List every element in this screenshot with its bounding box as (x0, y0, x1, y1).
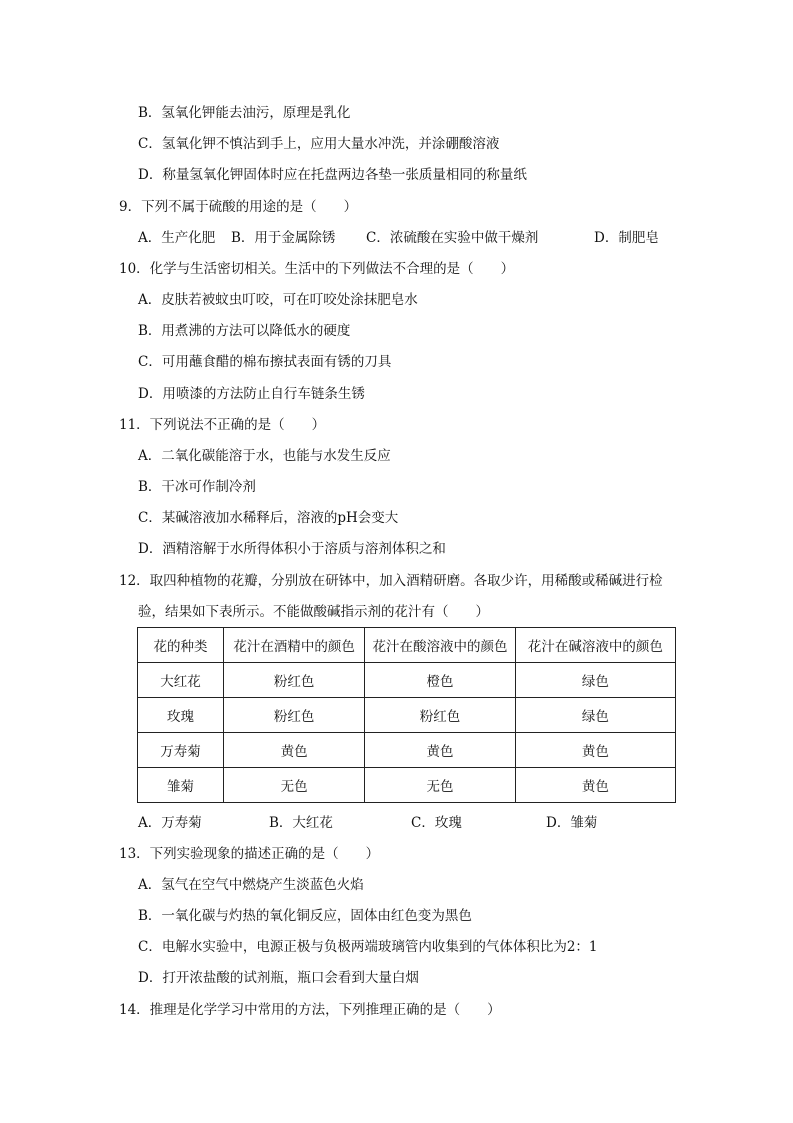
table-header-cell: 花汁在酒精中的颜色 (223, 628, 364, 663)
table-row (138, 733, 676, 768)
table-cell: 黄色 (515, 733, 675, 768)
table-cell: 玫瑰 (138, 698, 224, 733)
q13-option-c: C．电解水实验中，电源正极与负极两端玻璃管内收集到的气体体积比为2：1 (138, 939, 598, 955)
q11-option-d: D．酒精溶解于水所得体积小于溶质与溶剂体积之和 (138, 541, 446, 557)
q13-option-d: D．打开浓盐酸的试剂瓶，瓶口会看到大量白烟 (138, 970, 419, 986)
q10-stem: 10．化学与生活密切相关。生活中的下列做法不合理的是（ ） (119, 261, 515, 277)
table-cell: 绿色 (515, 698, 675, 733)
flower-indicator-table (137, 627, 676, 803)
q13-option-b: B．一氧化碳与灼热的氧化铜反应，固体由红色变为黑色 (138, 908, 472, 924)
table-header-cell: 花的种类 (138, 628, 224, 663)
table-cell: 大红花 (138, 663, 224, 698)
q12-option-d: D．雏菊 (546, 815, 598, 831)
table-header-row (138, 628, 676, 663)
q13-stem: 13．下列实验现象的描述正确的是（ ） (119, 846, 380, 862)
q9-option-a: A．生产化肥 (138, 230, 216, 246)
table-cell: 粉红色 (223, 698, 364, 733)
table-cell: 橙色 (365, 663, 516, 698)
q11-option-b: B．干冰可作制冷剂 (138, 479, 256, 495)
q12-option-b: B．大红花 (269, 815, 333, 831)
q11-option-c: C．某碱溶液加水稀释后，溶液的pH会变大 (138, 510, 399, 526)
table-row (138, 663, 676, 698)
q9-options (138, 229, 698, 247)
q8-option-c: C．氢氧化钾不慎沾到手上，应用大量水冲洗，并涂硼酸溶液 (138, 136, 500, 152)
q10-option-b: B．用煮沸的方法可以降低水的硬度 (138, 323, 351, 339)
q8-option-d: D．称量氢氧化钾固体时应在托盘两边各垫一张质量相同的称量纸 (138, 167, 527, 183)
q9-stem: 9．下列不属于硫酸的用途的是（ ） (119, 199, 358, 215)
table-cell: 黄色 (515, 768, 675, 803)
q12-option-a: A．万寿菊 (138, 815, 202, 831)
table-row (138, 768, 676, 803)
table-cell: 绿色 (515, 663, 675, 698)
q12-stem-line1: 12．取四种植物的花瓣，分别放在研钵中，加入酒精研磨。各取少许，用稀酸或稀碱进行检 (119, 573, 663, 589)
q9-option-d: D．制肥皂 (594, 230, 659, 246)
q10-option-a: A．皮肤若被蚊虫叮咬，可在叮咬处涂抹肥皂水 (138, 292, 418, 308)
table-cell: 雏菊 (138, 768, 224, 803)
q12-options (138, 814, 698, 832)
q12-stem-line2: 验，结果如下表所示。不能做酸碱指示剂的花汁有（ ） (138, 604, 489, 620)
table-cell: 万寿菊 (138, 733, 224, 768)
q10-option-c: C．可用蘸食醋的棉布擦拭表面有锈的刀具 (138, 354, 392, 370)
q13-option-a: A．氢气在空气中燃烧产生淡蓝色火焰 (138, 877, 364, 893)
q11-option-a: A．二氧化碳能溶于水，也能与水发生反应 (138, 448, 391, 464)
q8-option-b: B．氢氧化钾能去油污，原理是乳化 (138, 105, 351, 121)
table-cell: 黄色 (365, 733, 516, 768)
table-cell: 无色 (365, 768, 516, 803)
q9-option-c: C．浓硫酸在实验中做干燥剂 (366, 230, 539, 246)
q10-option-d: D．用喷漆的方法防止自行车链条生锈 (138, 386, 365, 402)
table-cell: 粉红色 (365, 698, 516, 733)
q9-option-b: B．用于金属除锈 (231, 230, 336, 246)
table-header-cell: 花汁在碱溶液中的颜色 (515, 628, 675, 663)
table-cell: 黄色 (223, 733, 364, 768)
q11-stem: 11．下列说法不正确的是（ ） (119, 417, 326, 433)
table-cell: 粉红色 (223, 663, 364, 698)
q14-stem: 14．推理是化学学习中常用的方法，下列推理正确的是（ ） (119, 1002, 501, 1018)
q12-option-c: C．玫瑰 (411, 815, 462, 831)
table-header-cell: 花汁在酸溶液中的颜色 (365, 628, 516, 663)
table-row (138, 698, 676, 733)
table-cell: 无色 (223, 768, 364, 803)
